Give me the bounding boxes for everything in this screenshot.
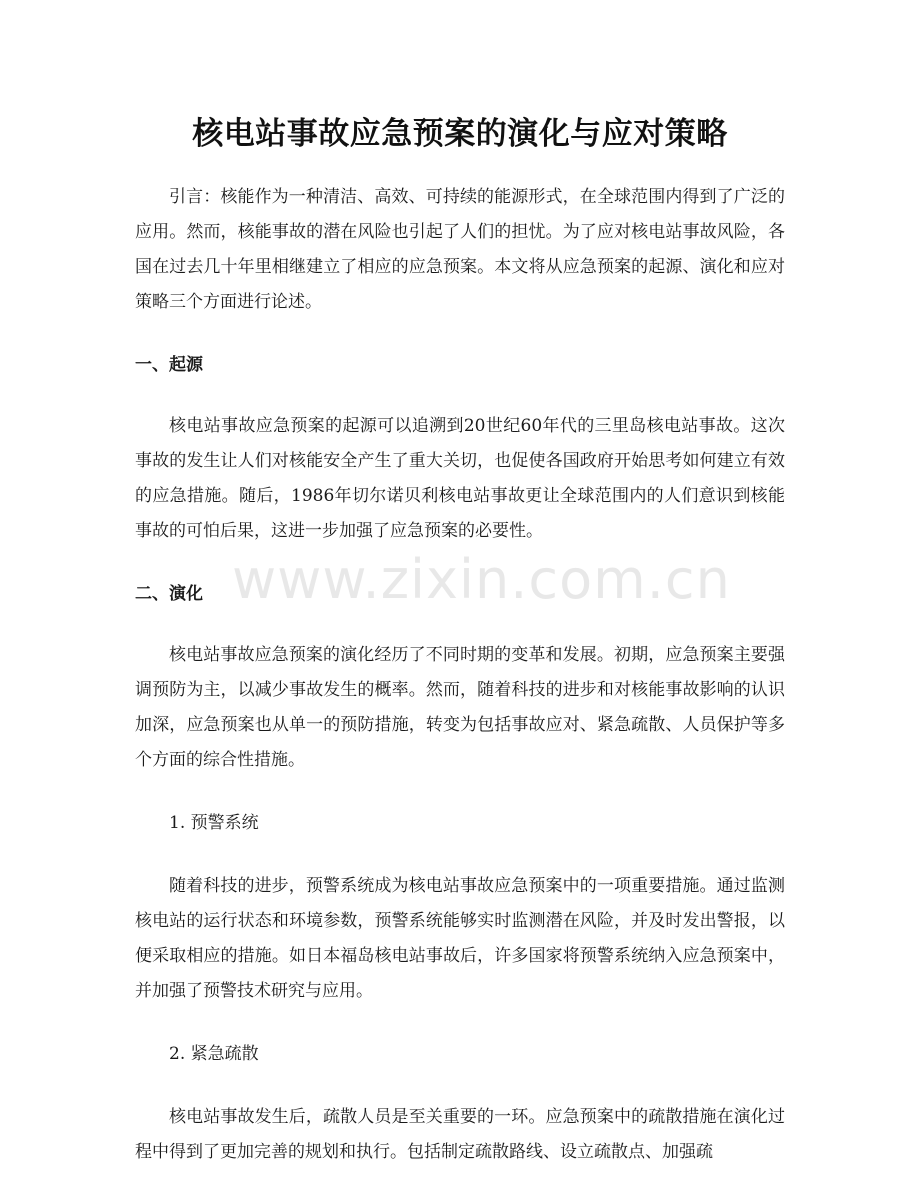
evolution-paragraph: 核电站事故应急预案的演化经历了不同时期的变革和发展。初期，应急预案主要强调预防为主，以减少事故发生的概率。然而，随着科技的进步和对核能事故影响的认识加深，应急预案也从单一的预防措施，转变为包括事故应对、紧急疏散、人员保护等多个方面的综合性措施。 <box>135 645 785 770</box>
evacuation-paragraph: 核电站事故发生后，疏散人员是至关重要的一环。应急预案中的疏散措施在演化过程中得到了更加完善的规划和执行。包括制定疏散路线、设立疏散点、加强疏 <box>135 1107 785 1162</box>
watermark-text: www.zixin.com.cn <box>232 548 731 611</box>
section-heading-evolution: 二、演化 <box>135 584 203 604</box>
warning-system-paragraph: 随着科技的进步，预警系统成为核电站事故应急预案中的一项重要措施。通过监测核电站的运行状态和环境参数，预警系统能够实时监测潜在风险，并及时发出警报，以便采取相应的措施。如日本福岛核电站事故后，许多国家将预警系统纳入应急预案中，并加强了预警技术研究与应用。 <box>135 876 785 1001</box>
section-heading-origin: 一、起源 <box>135 355 203 375</box>
subsection-heading-evacuation: 2. 紧急疏散 <box>169 1044 259 1064</box>
subsection-heading-warning-system: 1. 预警系统 <box>169 813 259 833</box>
document-body <box>135 180 785 1198</box>
intro-paragraph: 引言：核能作为一种清洁、高效、可持续的能源形式，在全球范围内得到了广泛的应用。然而，核能事故的潜在风险也引起了人们的担忧。为了应对核电站事故风险，各国在过去几十年里相继建立了相应的应急预案。本文将从应急预案的起源、演化和应对策略三个方面进行论述。 <box>135 187 785 312</box>
document-title: 核电站事故应急预案的演化与应对策略 <box>192 116 728 152</box>
origin-paragraph: 核电站事故应急预案的起源可以追溯到20世纪60年代的三里岛核电站事故。这次事故的发生让人们对核能安全产生了重大关切，也促使各国政府开始思考如何建立有效的应急措施。随后，1986年切尔诺贝利核电站事故更让全球范围内的人们意识到核能事故的可怕后果，这进一步加强了应急预案的必要性。 <box>135 416 785 541</box>
